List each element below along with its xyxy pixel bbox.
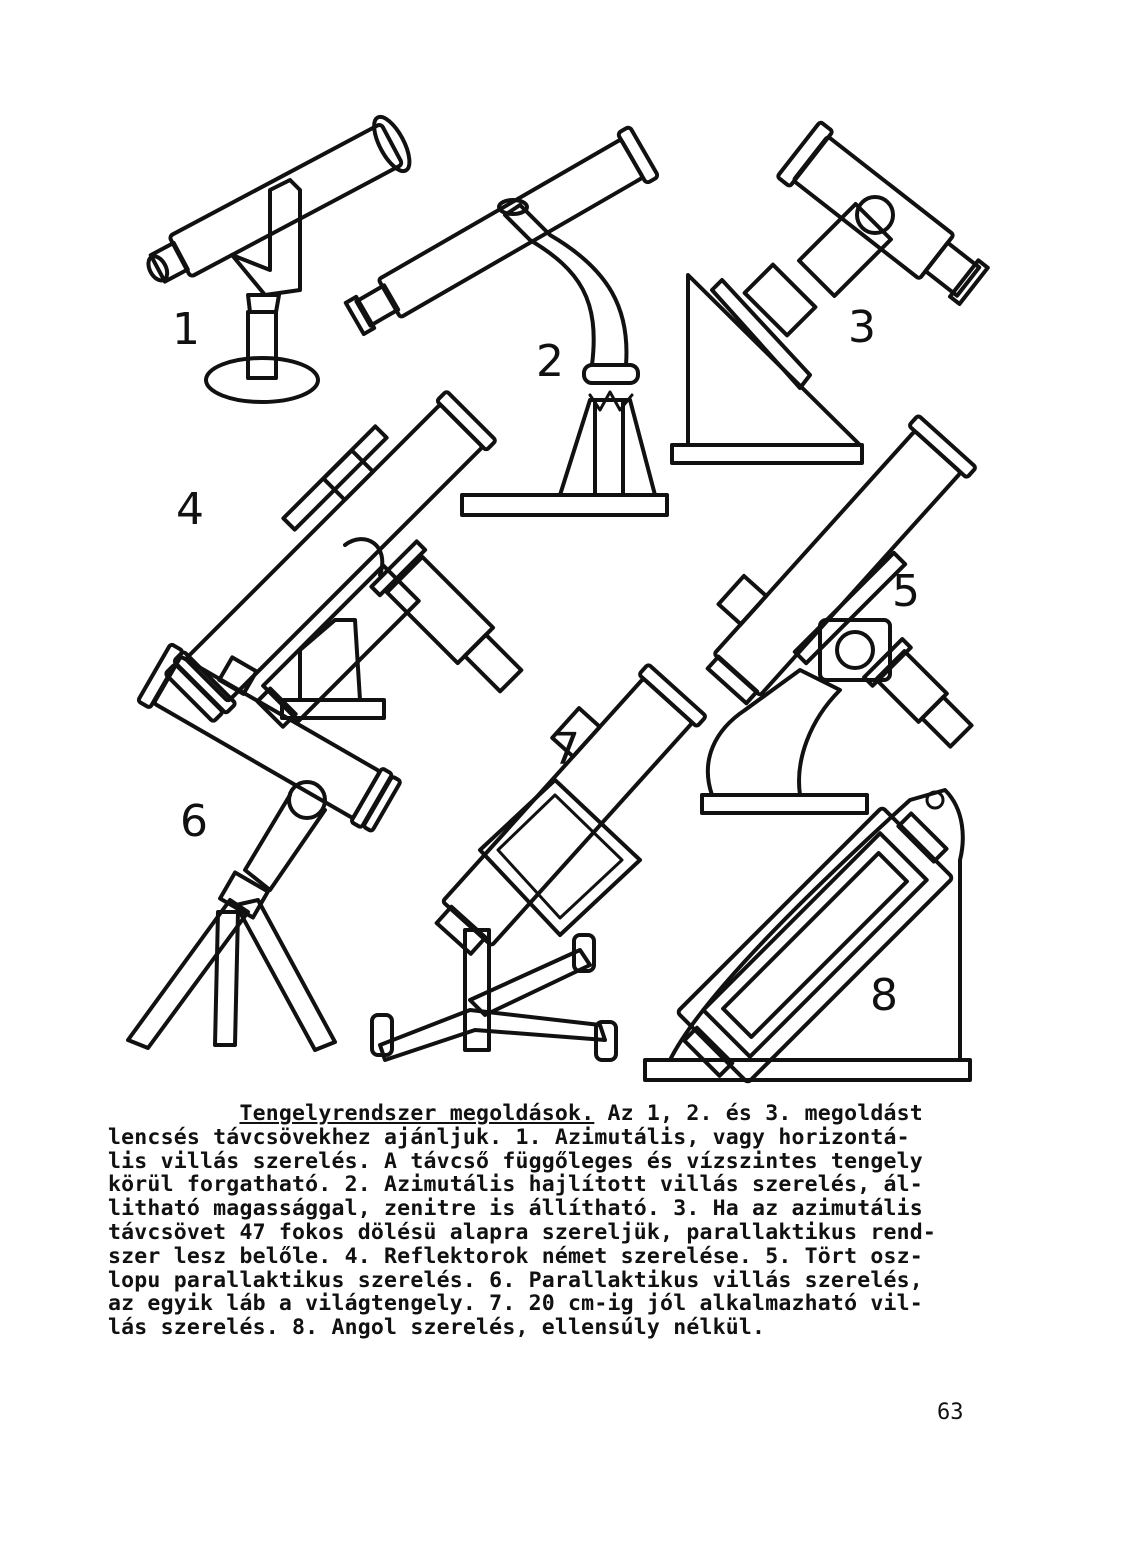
caption-line: szer lesz belőle. 4. Reflektorok német szerelése. 5. Tört osz-	[108, 1243, 923, 1269]
page-number: 63	[937, 1400, 964, 1425]
figure-label-6: 6	[180, 796, 208, 847]
figure-label-3: 3	[848, 302, 876, 353]
figure-label-7: 7	[552, 724, 580, 775]
figure-label-4: 4	[176, 484, 204, 535]
figure-label-2: 2	[536, 336, 564, 387]
figure-label-5: 5	[892, 566, 920, 617]
mount-7-drawing	[372, 649, 706, 1060]
figure-caption	[108, 1102, 988, 1340]
caption-title: Tengelyrendszer megoldások.	[239, 1101, 595, 1126]
figure-label-8: 8	[870, 970, 898, 1021]
mount-4-drawing	[147, 373, 534, 731]
mount-3-drawing	[672, 122, 995, 463]
mount-8-drawing	[645, 790, 970, 1090]
caption-line: lás szerelés. 8. Angol szerelés, ellensúly nélkül.	[108, 1315, 766, 1341]
caption-line: lopu parallaktikus szerelés. 6. Parallaktikus villás szerelés,	[108, 1267, 923, 1293]
caption-line-1	[108, 1102, 988, 1126]
caption-line-1-rest: Az 1, 2. és 3. megoldást	[594, 1101, 923, 1126]
caption-line: az egyik láb a világtengely. 7. 20 cm-ig jól alkalmazható vil-	[108, 1291, 923, 1317]
caption-line: lis villás szerelés. A távcső függőleges és vízszintes tengely	[108, 1148, 923, 1174]
caption-line: litható magassággal, zenitre is állítható. 3. Ha az azimutális	[108, 1196, 923, 1222]
caption-line: körül forgatható. 2. Azimutális hajlított villás szerelés, ál-	[108, 1172, 923, 1198]
caption-line: lencsés távcsövekhez ajánljuk. 1. Azimutális, vagy horizontá-	[108, 1124, 910, 1150]
caption-line: távcsövet 47 fokos dölésü alapra szereljük, parallaktikus rend-	[108, 1219, 937, 1245]
figure-label-1: 1	[172, 304, 200, 355]
mount-1-drawing	[137, 112, 417, 402]
